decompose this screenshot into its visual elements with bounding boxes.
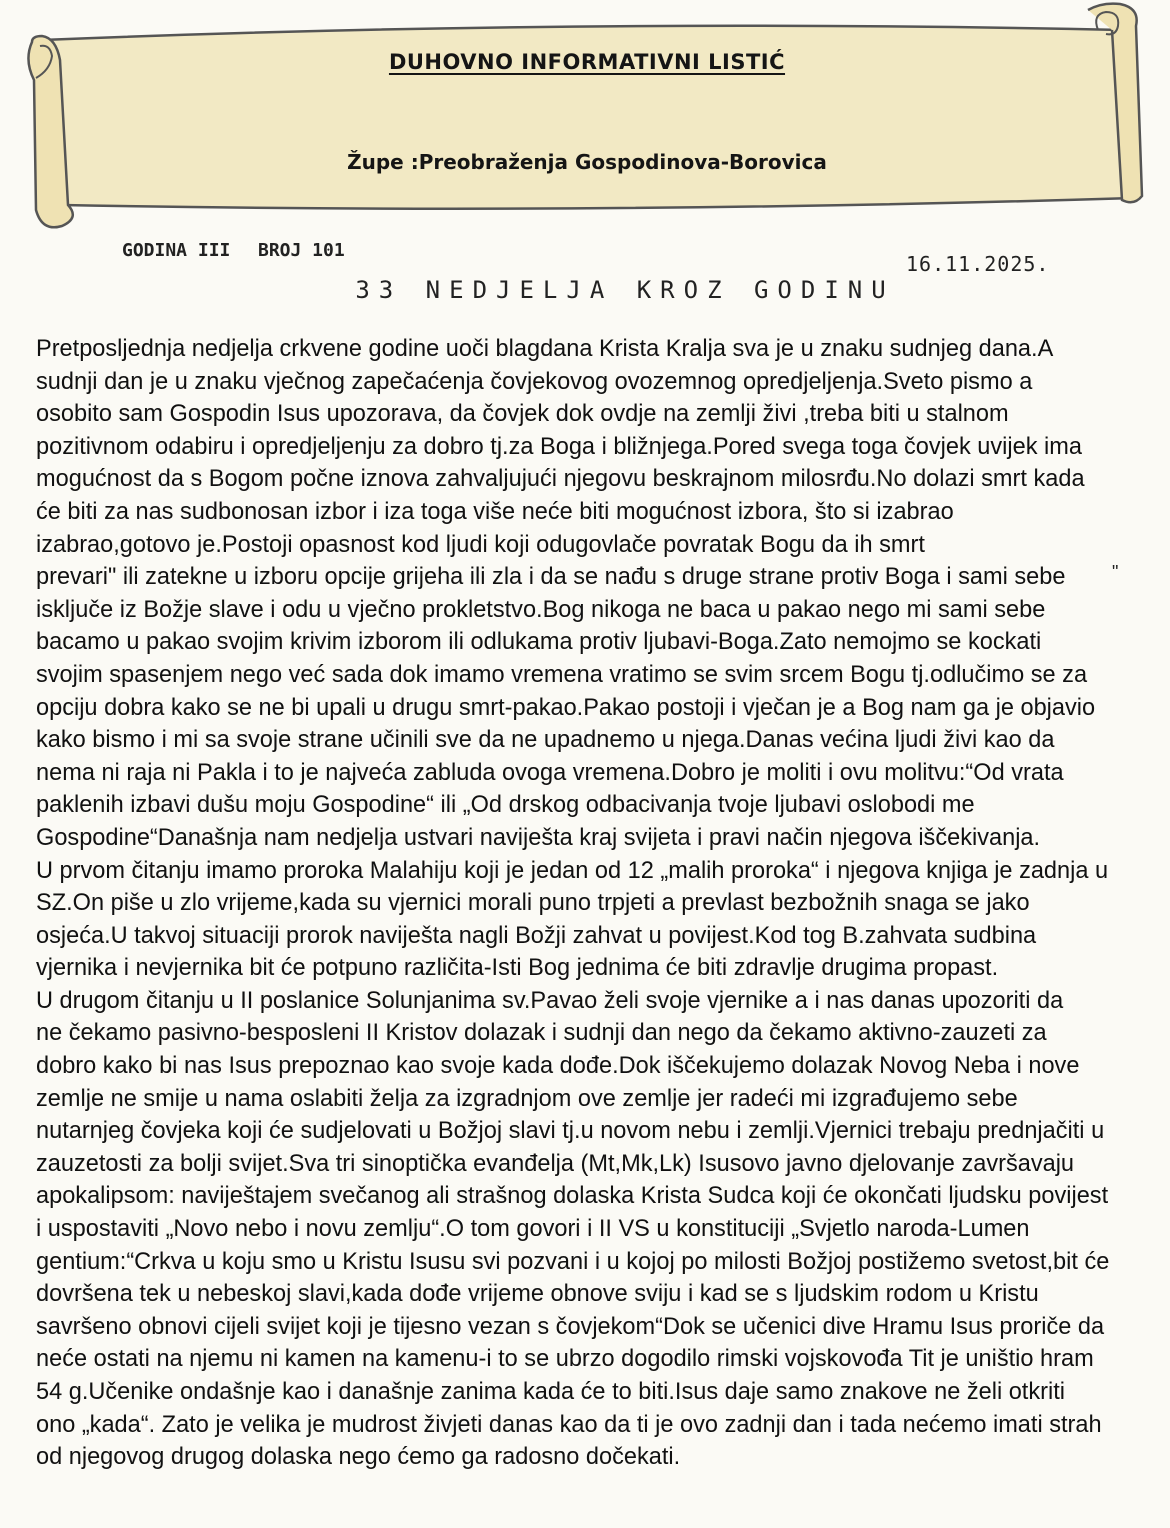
article-line: kako bismo i mi sa svoje strane učinili sve da ne upadnemo u njega.Danas većina ljudi živi kao da (36, 727, 1055, 754)
article-line: U prvom čitanju imamo proroka Malahiju koji je jedan od 12 „malih proroka“ i njegova knjiga je zadnja u (36, 857, 1109, 884)
article-line: nema ni raja ni Pakla i to je najveća zabluda ovoga vremena.Dobro je moliti i ovu molitvu:“Od vrata (36, 759, 1064, 786)
issue-number: BROJ 101 (258, 240, 345, 261)
article-line: pozitivnom odabiru i opredjeljenju za dobro tj.za Boga i bližnjega.Pored svega toga čovjek uvijek ima (36, 433, 1083, 460)
scroll-ornament-icon (22, 0, 1152, 240)
article-line: dobro kako bi nas Isus prepoznao kao svoje kada dođe.Dok iščekujemo dolazak Novog Neba i nove (36, 1053, 1080, 1080)
article-line: Gospodine“Današnja nam nedjelja ustvari naviješta kraj svijeta i pravi način njegova iščekivanja. (36, 824, 1041, 851)
issue-date: 16.11.2025. (906, 252, 1050, 276)
article-line: izabrao,gotovo je.Postoji opasnost kod ljudi koji odugovlače povratak Bogu da ih smrt (36, 531, 925, 558)
issue-year: GODINA III (122, 240, 231, 261)
parish-name: Župe :Preobraženja Gospodinova-Borovica (347, 150, 827, 174)
article-line: osobito sam Gospodin Isus upozorava, da čovjek dok ovdje na zemlji živi ,treba biti u stalnom (36, 401, 1009, 428)
article-line: od njegovog drugog dolaska nego ćemo ga radosno dočekati. (36, 1444, 681, 1471)
article-line: će biti za nas sudbonosan izbor i iza toga više neće biti mogućnost izbora, što si izabrao (36, 498, 954, 525)
sunday-heading: 33 NEDJELJA KROZ GODINU (355, 276, 895, 304)
article-line: U drugom čitanju u II poslanice Solunjanima sv.Pavao želi svoje vjernike a i nas danas upozoriti da (36, 987, 1064, 1014)
article-line: mogućnost da s Bogom počne iznova zahvaljujući njegovu beskrajnom milosrđu.No dolazi smrt kada (36, 466, 1085, 493)
article-line: vjernika i nevjernika bit će potpuno različita-Isti Bog jednima će biti zdravlje drugima propast. (36, 955, 999, 982)
article-line: osjeća.U takvoj situaciji prorok naviješta nagli Božji zahvat u povijest.Kod tog B.zahvata sudbina (36, 922, 1037, 949)
article-line: svojim spasenjem nego već sada dok imamo vremena vratimo se svim srcem Bogu tj.odlučimo se za (36, 661, 1088, 688)
article-line: dovršena tek u nebeskoj slavi,kada dođe vrijeme obnove sviju i kad se s ljudskim rodom u Kristu (36, 1281, 1039, 1308)
article-line: ne čekamo pasivno-besposleni II Kristov dolazak i sudnji dan nego da čekamo aktivno-zauzeti za (36, 1020, 1047, 1047)
article-line: bacamo u pakao svojim krivim izborom ili odlukama protiv ljubavi-Boga.Zato nemojmo se kockati (36, 629, 1042, 656)
article-body (36, 333, 1136, 1474)
article-line: Pretposljednja nedjelja crkvene godine uoči blagdana Krista Kralja sva je u znaku sudnjeg dana.A (36, 336, 1054, 362)
article-line: apokalipsom: naviještajem svečanog ali strašnog dolaska Krista Sudca koji će okončati ljudsku povijest (36, 1183, 1109, 1210)
article-line: prevari" ili zatekne u izboru opcije grijeha ili zla i da se nađu s druge strane protiv Boga i sami sebe (36, 564, 1066, 591)
article-line: neće ostati na njemu ni kamen na kamenu-i to se ubrzo dogodilo rimski vojskovođa Tit je uništio hram (36, 1346, 1094, 1373)
article-line: nutarnjeg čovjeka koji će sudjelovati u Božjoj slavi tj.u novom nebu i zemlji.Vjernici trebaju prednjačiti u (36, 1118, 1105, 1145)
article-line: opciju dobra kako se ne bi upali u drugu smrt-pakao.Pakao postoji i vječan je a Bog nam ga je objavio (36, 694, 1096, 721)
article-line: gentium:“Crkva u koju smo u Kristu Isusu svi pozvani i u kojoj po milosti Božjoj postižemo svetost,bit će (36, 1248, 1110, 1275)
article-line: zauzetosti za bolji svijet.Sva tri sinoptička evanđelja (Mt,Mk,Lk) Isusovo javno djelovanje završavaju (36, 1150, 1075, 1177)
article-line: paklenih izbavi dušu moju Gospodine“ ili „Od drskog odbacivanja tvoje ljubavi oslobodi me (36, 792, 975, 819)
article-line: 54 g.Učenike ondašnje kao i današnje zanima kada će to biti.Isus daje samo znakove ne želi otkriti (36, 1379, 1065, 1405)
article-line: ono „kada“. Zato je velika je mudrost živjeti danas kao da ti je ovo zadnji dan i tada nećemo imati strah (36, 1411, 1102, 1438)
header-scroll-banner (22, 0, 1152, 240)
article-line: isključe iz Božje slave i odu u vječno prokletstvo.Bog nikoga ne baca u pakao nego mi sami sebe (36, 596, 1046, 623)
article-line: SZ.On piše u zlo vrijeme,kada su vjernici morali puno trpjeti a prevlast bezbožnih snaga se jako (36, 890, 1030, 917)
stray-quote-mark: " (1112, 562, 1119, 582)
article-line: zemlje ne smije u nama oslabiti želja za izgradnjom ove zemlje jer radeći mi izgrađujemo sebe (36, 1085, 1018, 1112)
article-line: savršeno obnovi cijeli svijet koji je tijesno vezan s čovjekom“Dok se učenici dive Hramu Isus proriče da (36, 1313, 1105, 1340)
article-line: sudnji dan je u znaku vječnog zapečaćenja čovjekovog ovozemnog opredjeljenja.Sveto pismo a (36, 368, 1033, 395)
newsletter-title: DUHOVNO INFORMATIVNI LISTIĆ (388, 50, 786, 74)
article-line: i uspostaviti „Novo nebo i novu zemlju“.O tom govori i II VS u konstituciji „Svjetlo naroda-Lumen (36, 1216, 1030, 1243)
